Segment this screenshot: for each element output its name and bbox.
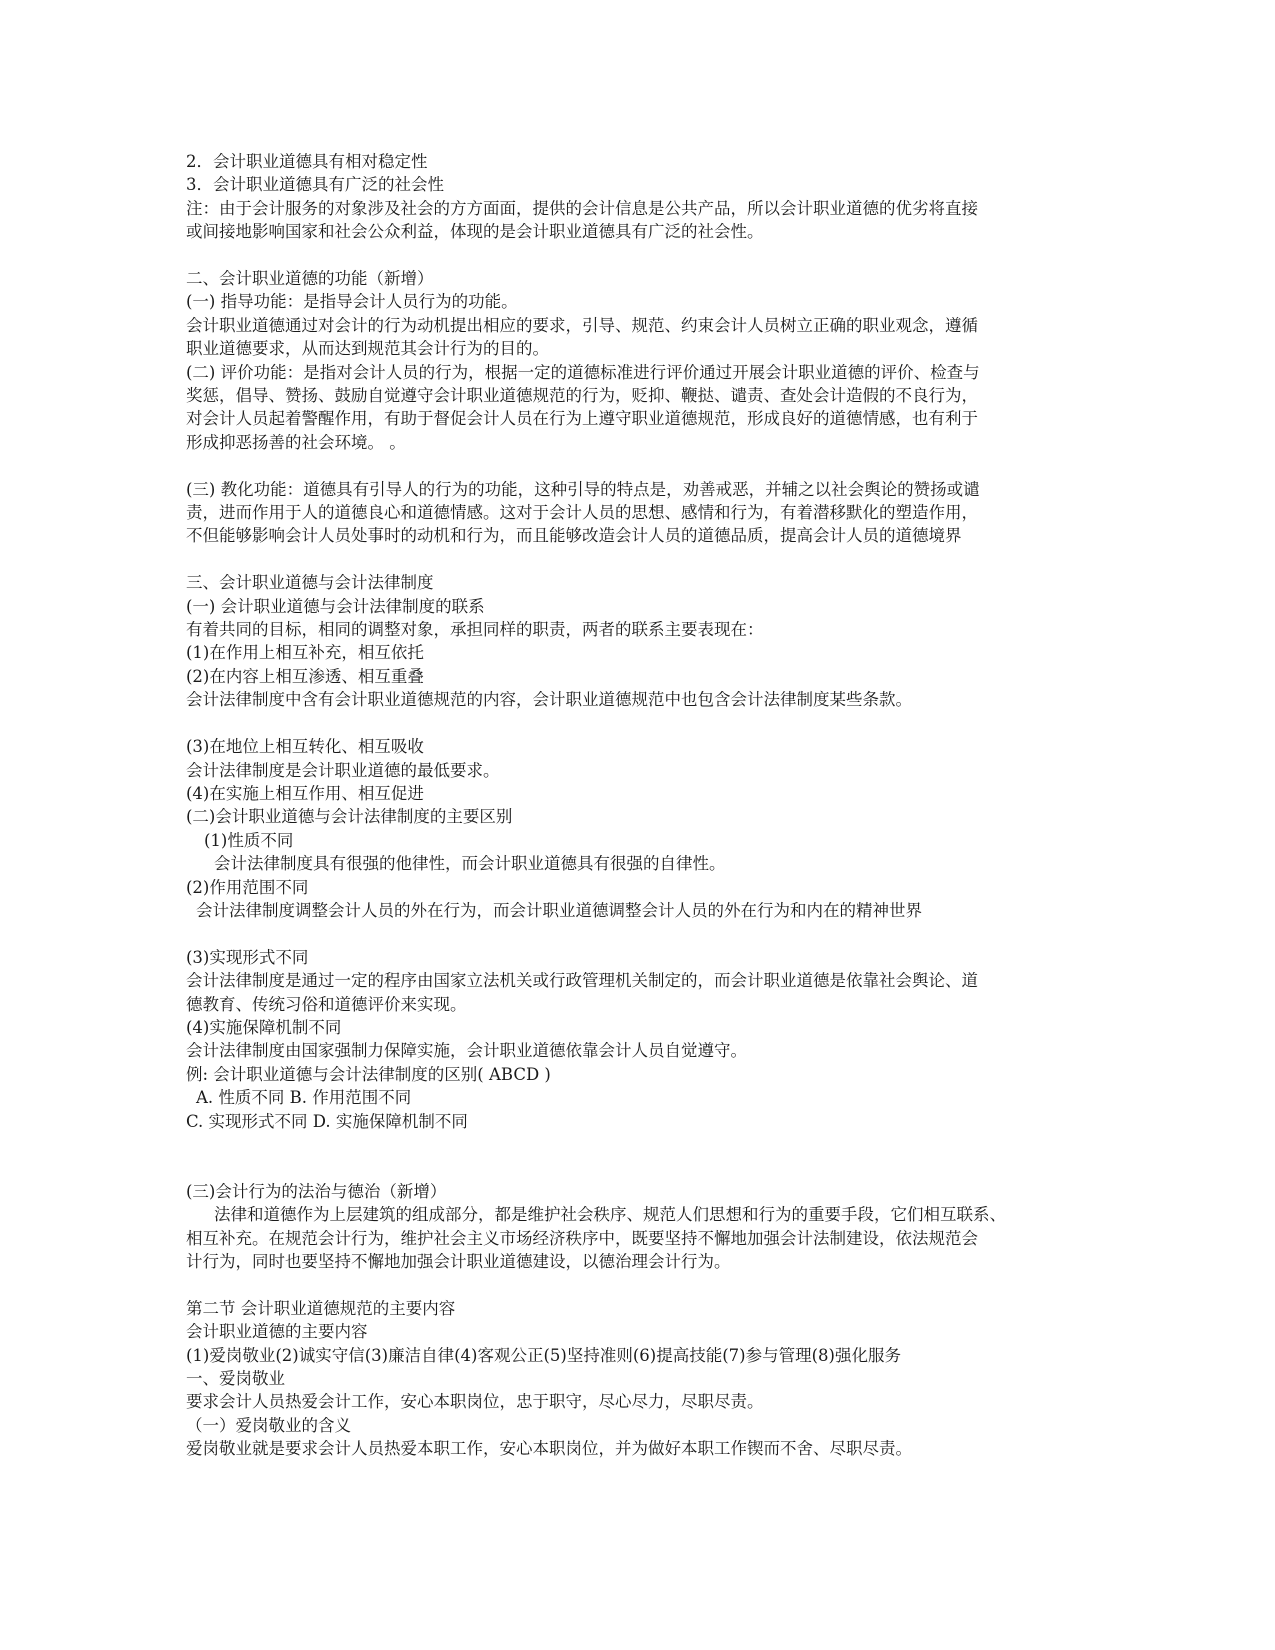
document-page: [186, 150, 1096, 1461]
text-line: (3)在地位上相互转化、相互吸收: [186, 737, 424, 757]
section-heading: 第二节 会计职业道德规范的主要内容: [186, 1298, 456, 1318]
text-line: (1)性质不同: [204, 830, 294, 850]
text-line: 2．会计职业道德具有相对稳定性: [186, 152, 428, 171]
text-line: 3．会计职业道德具有广泛的社会性: [186, 175, 444, 195]
text-line: 不但能够影响会计人员处事时的动机和行为，而且能够改造会计人员的道德品质，提高会计人员的道德境界: [186, 526, 962, 546]
section-heading: 二、会计职业道德的功能（新增）: [186, 269, 434, 289]
text-line: （一）爱岗敬业的含义: [186, 1415, 351, 1435]
text-line: 会计法律制度是通过一定的程序由国家立法机关或行政管理机关制定的，而会计职业道德是依靠社会舆论、道: [186, 971, 978, 991]
section-heading: 三、会计职业道德与会计法律制度: [186, 573, 434, 593]
text-line: 计行为，同时也要坚持不懈地加强会计职业道德建设，以德治理会计行为。: [186, 1252, 731, 1271]
text-line: 德教育、传统习俗和道德评价来实现。: [186, 994, 467, 1014]
text-line: 相互补充。在规范会计行为，维护社会主义市场经济秩序中，既要坚持不懈地加强会计法制建设，依法规范会: [186, 1228, 978, 1248]
text-line: 法律和道德作为上层建筑的组成部分，都是维护社会秩序、规范人们思想和行为的重要手段，它们相互联系、: [214, 1205, 1006, 1225]
text-line: (3)实现形式不同: [186, 947, 309, 967]
text-line: 职业道德要求，从而达到规范其会计行为的目的。: [186, 339, 549, 359]
example-options: A. 性质不同 B. 作用范围不同: [196, 1088, 412, 1108]
text-line: 一、爱岗敬业: [186, 1369, 285, 1389]
text-line: (二)会计职业道德与会计法律制度的主要区别: [186, 807, 513, 827]
text-line: (4)实施保障机制不同: [186, 1017, 342, 1037]
text-line: 会计法律制度是会计职业道德的最低要求。: [186, 760, 500, 780]
text-line: 有着共同的目标，相同的调整对象，承担同样的职责，两者的联系主要表现在：: [186, 620, 764, 640]
text-line: (一) 会计职业道德与会计法律制度的联系: [186, 596, 485, 616]
text-line: 会计职业道德通过对会计的行为动机提出相应的要求，引导、规范、约束会计人员树立正确的职业观念，遵循: [186, 315, 978, 335]
text-line: (三)会计行为的法治与德治（新增）: [186, 1181, 447, 1201]
text-line: (二) 评价功能：是指对会计人员的行为，根据一定的道德标准进行评价通过开展会计职业道德的评价、检查与: [186, 362, 980, 382]
text-line: (4)在实施上相互作用、相互促进: [186, 783, 424, 803]
text-line: 或间接地影响国家和社会公众利益，体现的是会计职业道德具有广泛的社会性。: [186, 222, 764, 242]
text-line: 会计职业道德的主要内容: [186, 1322, 368, 1342]
text-line: 会计法律制度由国家强制力保障实施，会计职业道德依靠会计人员自觉遵守。: [186, 1041, 747, 1061]
text-line: 责，进而作用于人的道德良心和道德情感。这对于会计人员的思想、感情和行为，有着潜移默化的塑造作用，: [186, 503, 978, 523]
text-line: 形成抑恶扬善的社会环境。 。: [186, 432, 406, 452]
text-line: 奖惩，倡导、赞扬、鼓励自觉遵守会计职业道德规范的行为，贬抑、鞭挞、谴责、查处会计造假的不良行为，: [186, 386, 978, 406]
text-line: 会计法律制度中含有会计职业道德规范的内容，会计职业道德规范中也包含会计法律制度某些条款。: [186, 690, 912, 710]
text-line: (三) 教化功能：道德具有引导人的行为的功能，这种引导的特点是，劝善戒恶，并辅之以社会舆论的赞扬或谴: [186, 479, 980, 499]
text-line: (2)作用范围不同: [186, 877, 309, 897]
example-question: 例: 会计职业道德与会计法律制度的区别( ABCD ): [186, 1064, 551, 1084]
text-line: 对会计人员起着警醒作用，有助于督促会计人员在行为上遵守职业道德规范，形成良好的道德情感，也有利于: [186, 409, 978, 429]
text-line: 注：由于会计服务的对象涉及社会的方方面面，提供的会计信息是公共产品，所以会计职业道德的优劣将直接: [186, 198, 978, 218]
text-line: (2)在内容上相互渗透、相互重叠: [186, 666, 424, 686]
example-options: C. 实现形式不同 D. 实施保障机制不同: [186, 1111, 468, 1131]
text-line: 要求会计人员热爱会计工作，安心本职岗位，忠于职守，尽心尽力，尽职尽责。: [186, 1392, 764, 1412]
text-line: (1)在作用上相互补充，相互依托: [186, 643, 424, 663]
text-line: (1)爱岗敬业(2)诚实守信(3)廉洁自律(4)客观公正(5)坚持准则(6)提高技能(7)参与管理(8)强化服务: [186, 1345, 901, 1365]
text-line: (一) 指导功能：是指导会计人员行为的功能。: [186, 292, 518, 312]
text-line: 爱岗敬业就是要求会计人员热爱本职工作，安心本职岗位，并为做好本职工作锲而不舍、尽职尽责。: [186, 1439, 912, 1459]
text-line: 会计法律制度具有很强的他律性，而会计职业道德具有很强的自律性。: [214, 854, 726, 874]
text-line: 会计法律制度调整会计人员的外在行为，而会计职业道德调整会计人员的外在行为和内在的精神世界: [196, 900, 922, 920]
